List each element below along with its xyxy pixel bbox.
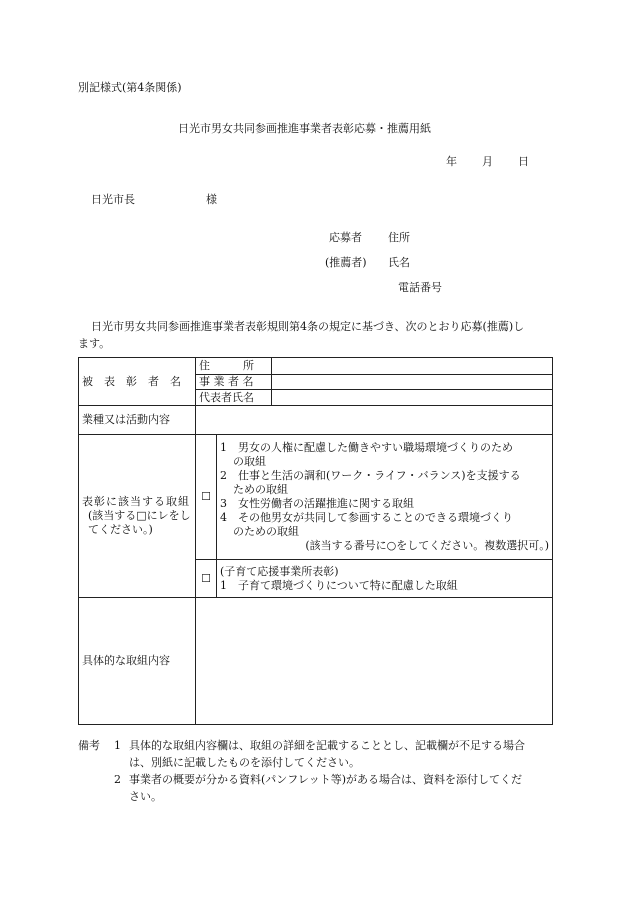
list-item: 2 仕事と生活の調和(ワーク・ライフ・バランス)を支援する — [220, 469, 521, 482]
childcare-list — [217, 560, 553, 598]
date-year-label: 年 — [446, 155, 457, 168]
list-item-cont: の取組 — [233, 455, 266, 468]
applicable-label-text: 表彰に該当する取組 — [82, 495, 190, 508]
activities-checkbox[interactable]: ☐ — [196, 435, 217, 560]
address-field[interactable] — [272, 358, 553, 375]
addressee-name: 日光市長 — [91, 193, 135, 206]
application-form-table — [78, 357, 553, 725]
list-item-cont: ための取組 — [233, 483, 288, 496]
name-label: 氏名 — [388, 256, 410, 269]
applicant-label: 応募者 — [329, 231, 362, 244]
items-selection-note: (該当する番号に○をしてください。複数選択可。) — [305, 539, 549, 552]
representative-field[interactable] — [272, 390, 553, 406]
business-type-label: 業種又は活動内容 — [79, 406, 196, 435]
childcare-checkbox[interactable]: ☐ — [196, 560, 217, 598]
list-item: 1 男女の人権に配慮した働きやすい職場環境づくりのため — [220, 441, 513, 454]
childcare-title: (子育て応援事業所表彰) — [220, 564, 339, 578]
applicable-note-text: (該当する□にレをしてください。) — [88, 509, 191, 536]
intro-line-1: 日光市男女共同参画推進事業者表彰規則第4条の規定に基づき、次のとおり応募(推薦)し — [91, 320, 525, 333]
address-row-label: 住 所 — [196, 358, 272, 375]
list-item: 1 子育て環境づくりについて特に配慮した取組 — [220, 578, 458, 592]
date-month-label: 月 — [482, 155, 493, 168]
business-name-field[interactable] — [272, 375, 553, 390]
awardee-name-label: 被 表 彰 者 名 — [79, 358, 196, 406]
applicable-activities-label — [79, 435, 196, 598]
notes-section: 備考 1 具体的な取組内容欄は、取組の詳細を記載することとし、記載欄が不足する場合 は、別紙に記載したものを添付してください。 2 事業者の概要が分かる資料(パンフレット等)がある場合は、資料を添付してくだ さい。 — [78, 737, 558, 805]
intro-line-2: ます。 — [78, 337, 111, 350]
form-reference: 別記様式(第4条関係) — [78, 81, 182, 94]
notes-heading: 備考 — [78, 739, 100, 752]
activities-list — [217, 435, 553, 560]
list-item: 3 女性労働者の活躍推進に関する取組 — [220, 497, 414, 510]
business-type-field[interactable] — [196, 406, 553, 435]
note-item: 備考 1 具体的な取組内容欄は、取組の詳細を記載することとし、記載欄が不足する場合 — [78, 739, 525, 752]
date-day-label: 日 — [518, 155, 529, 168]
note-item: 2 事業者の概要が分かる資料(パンフレット等)がある場合は、資料を添付してくだ — [114, 773, 523, 786]
address-label: 住所 — [388, 231, 410, 244]
recommender-label: (推薦者) — [325, 256, 367, 269]
representative-label: 代表者氏名 — [196, 390, 272, 406]
addressee-honorific: 様 — [206, 193, 217, 206]
list-item-cont: のための取組 — [233, 525, 299, 538]
phone-label: 電話番号 — [398, 281, 442, 294]
list-item: 4 その他男女が共同して参画することのできる環境づくり — [220, 511, 513, 524]
details-label: 具体的な取組内容 — [79, 598, 196, 725]
details-field[interactable] — [196, 598, 553, 725]
business-name-label: 事 業 者 名 — [196, 375, 272, 390]
form-title: 日光市男女共同参画推進事業者表彰応募・推薦用紙 — [178, 122, 431, 135]
